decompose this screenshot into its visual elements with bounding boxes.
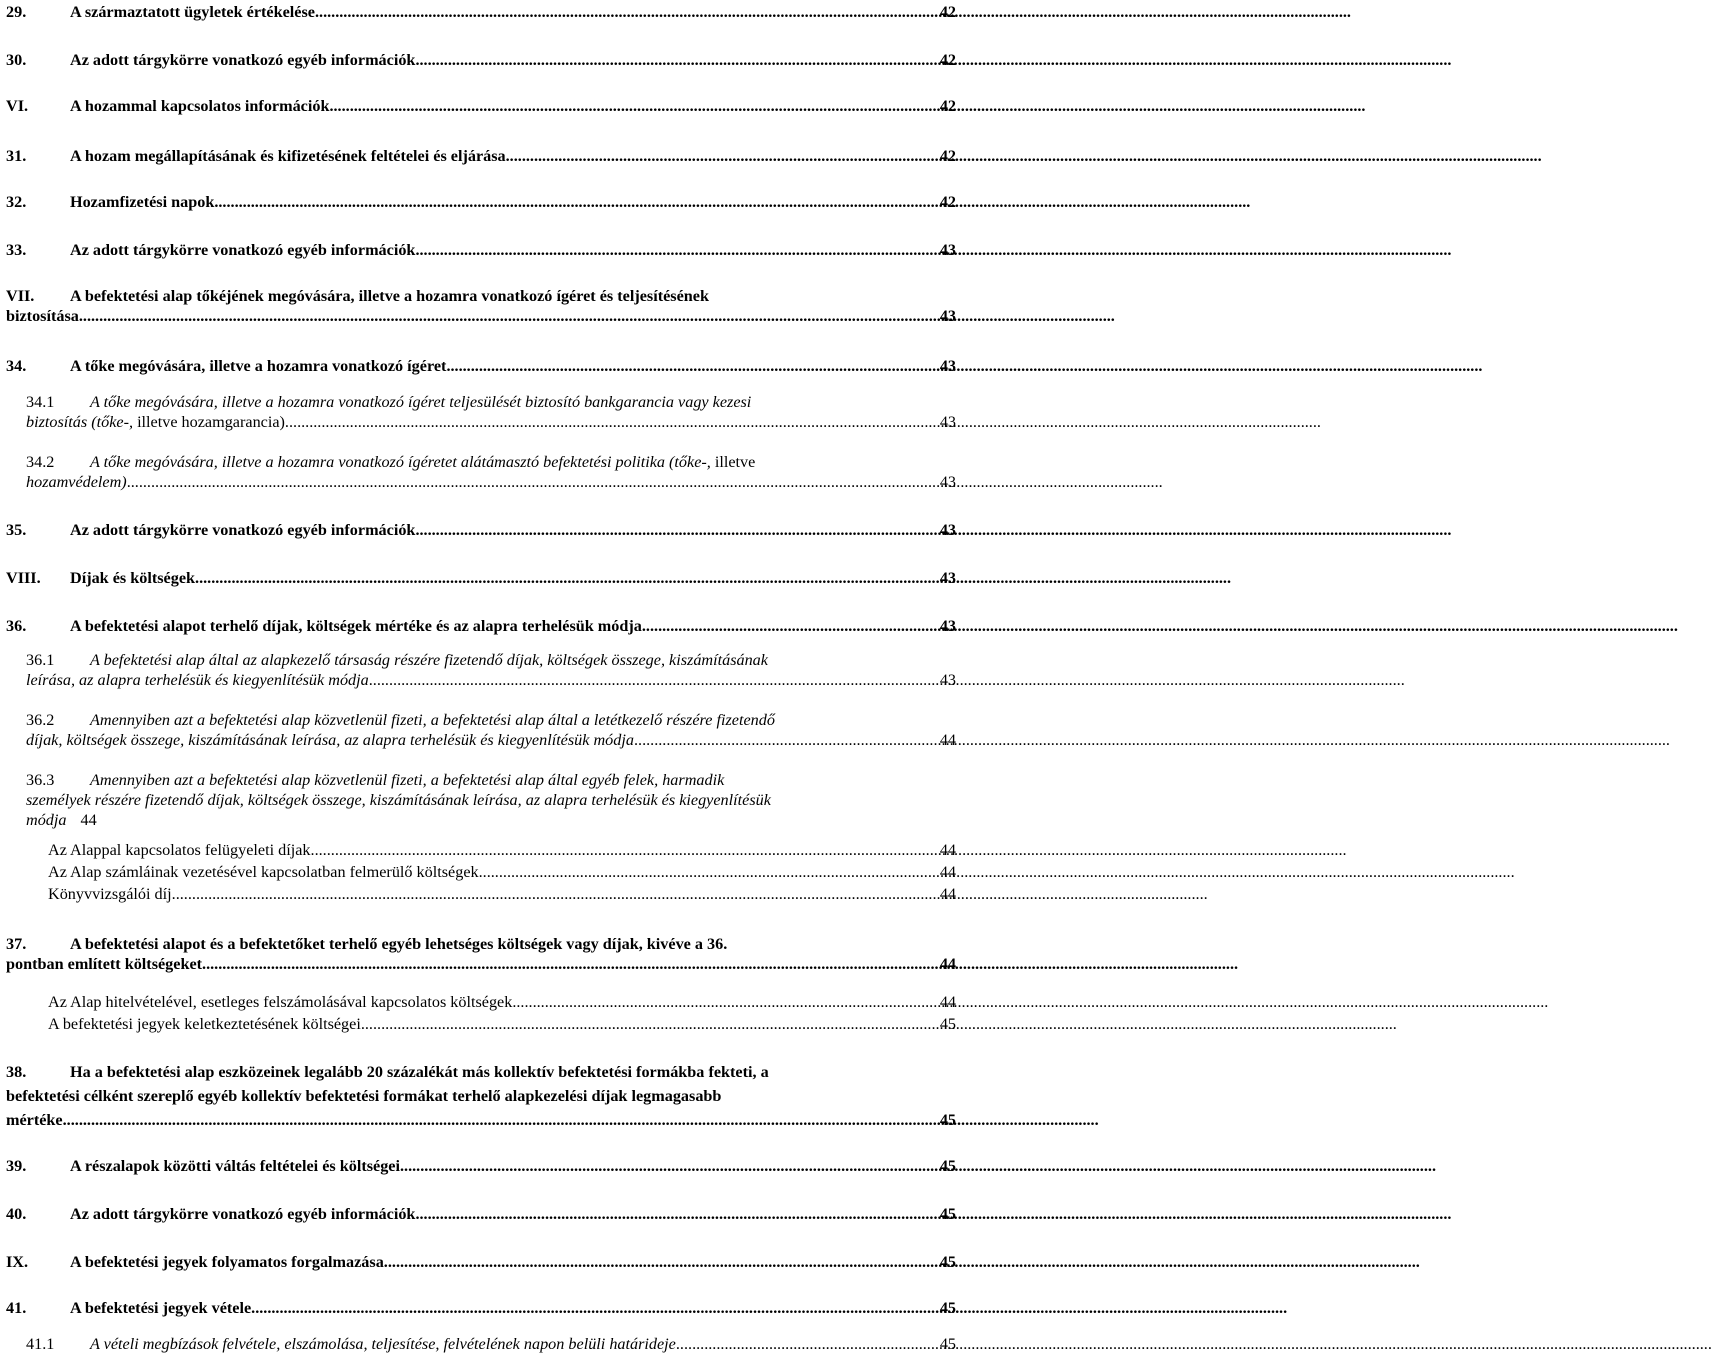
entry-title: Az Alappal kapcsolatos felügyeleti díjak: [48, 841, 311, 859]
entry-title: A befektetési jegyek folyamatos forgalmazása: [70, 1253, 384, 1271]
page-number: 45: [939, 1111, 956, 1129]
entry-number: 38.: [6, 1063, 27, 1081]
page-number: 45: [939, 1205, 956, 1223]
dot-leader: [79, 306, 939, 326]
entry-number: 36.2: [26, 711, 55, 729]
page-number: 43: [939, 521, 956, 539]
entry-title: A hozam megállapításának és kifizetésének feltételei és eljárása: [70, 147, 506, 165]
entry-title-line3: mértéke: [6, 1111, 63, 1129]
page-number: 45: [939, 1157, 956, 1175]
entry-number: 36.3: [26, 771, 55, 789]
dot-leader: [195, 568, 939, 588]
toc-entry[interactable]: [48, 992, 956, 1012]
toc-entry[interactable]: [6, 50, 956, 70]
entry-number: 32.: [6, 193, 27, 211]
toc-entry[interactable]: [6, 1204, 956, 1224]
entry-title: A hozammal kapcsolatos információk: [70, 97, 330, 115]
entry-number: 34.1: [26, 393, 55, 411]
toc-entry[interactable]: [6, 392, 956, 432]
entry-title-line1: illetve: [710, 453, 756, 471]
entry-title: Az adott tárgykörre vonatkozó egyéb információk: [70, 1205, 416, 1223]
entry-title: Az Alap hitelvételével, esetleges felszámolásával kapcsolatos költségek: [48, 993, 513, 1011]
entry-title-line1-italic: A tőke megóvására, illetve a hozamra vonatkozó ígéretet alátámasztó befektetési politika (tőke-,: [90, 453, 711, 471]
toc-entry[interactable]: [6, 1156, 956, 1176]
entry-number: 31.: [6, 147, 27, 165]
entry-title-line2: leírása, az alapra terhelésük és kiegyenlítésük módja: [26, 671, 369, 689]
entry-number: 35.: [6, 521, 27, 539]
entry-number: 33.: [6, 241, 27, 259]
page-number: 44: [939, 955, 956, 973]
page-number: 43: [939, 413, 956, 431]
toc-entry[interactable]: [48, 840, 956, 860]
toc-entry[interactable]: [6, 710, 956, 750]
dot-leader: [415, 520, 938, 540]
entry-number: 41.1: [26, 1335, 55, 1353]
entry-title-line2: személyek részére fizetendő díjak, költségek összege, kiszámításának leírása, az alapra terhelésük és kiegyenlítésük: [26, 791, 771, 809]
toc-entry[interactable]: [6, 650, 956, 690]
entry-title-line1: A tőke megóvására, illetve a hozamra vonatkozó ígéret teljesülését biztosító bankgarancia vagy kezesi: [90, 393, 752, 411]
page-number: 45: [939, 1299, 956, 1317]
dot-leader: [415, 1204, 938, 1224]
page-number: 44: [939, 885, 956, 903]
toc-entry[interactable]: [6, 96, 956, 116]
toc-entry[interactable]: [6, 192, 956, 212]
dot-leader: [214, 192, 938, 212]
entry-title: Az adott tárgykörre vonatkozó egyéb információk: [70, 241, 416, 259]
page-number: 44: [939, 993, 956, 1011]
page-number: 43: [939, 617, 956, 635]
page-number: 42: [939, 3, 956, 21]
entry-title: A vételi megbízások felvétele, elszámolása, teljesítése, felvételének napon belüli határideje: [90, 1335, 676, 1353]
page-number: 42: [939, 51, 956, 69]
entry-title: A részalapok közötti váltás feltételei és költségei: [70, 1157, 400, 1175]
entry-number: 36.1: [26, 651, 55, 669]
entry-number: VII.: [6, 287, 35, 305]
entry-title: Díjak és költségek: [70, 569, 196, 587]
page-number: 43: [939, 569, 956, 587]
entry-number: 37.: [6, 935, 27, 953]
toc-entry[interactable]: [48, 862, 956, 882]
dot-leader: [506, 146, 939, 166]
entry-title: Könyvvizsgálói díj: [48, 885, 172, 903]
dot-leader: [329, 96, 938, 116]
dot-leader: [127, 472, 939, 492]
entry-title-line2: pontban említett költségeket: [6, 955, 203, 973]
toc-entry[interactable]: [6, 286, 956, 326]
entry-title-line1: Amennyiben azt a befektetési alap közvetlenül fizeti, a befektetési alap által a letétkezelő részére fizetendő: [90, 711, 775, 729]
entry-title-line1: Amennyiben azt a befektetési alap közvetlenül fizeti, a befektetési alap által egyéb felek, harmadik: [90, 771, 725, 789]
entry-number: VI.: [6, 97, 29, 115]
entry-number: 40.: [6, 1205, 27, 1223]
entry-number: 34.2: [26, 453, 55, 471]
toc-entry[interactable]: [6, 1062, 956, 1130]
entry-title-line3: módja: [26, 811, 67, 829]
page-number: 44: [939, 863, 956, 881]
toc-entry[interactable]: [6, 146, 956, 166]
entry-title: A befektetési jegyek keletkeztetésének költségei: [48, 1015, 361, 1033]
toc-entry[interactable]: [6, 934, 956, 974]
toc-entry[interactable]: [48, 1014, 956, 1034]
toc-entry[interactable]: [48, 884, 956, 904]
entry-title: Az adott tárgykörre vonatkozó egyéb információk: [70, 521, 416, 539]
toc-entry[interactable]: [6, 240, 956, 260]
toc-entry[interactable]: [6, 2, 956, 22]
toc-entry[interactable]: [6, 356, 956, 376]
entry-number: 34.: [6, 357, 27, 375]
dot-leader: [315, 2, 939, 22]
dot-leader: [415, 50, 938, 70]
dot-leader: [676, 1334, 939, 1354]
entry-number: IX.: [6, 1253, 29, 1271]
page-number: 42: [939, 97, 956, 115]
entry-number: 41.: [6, 1299, 27, 1317]
entry-number: 36.: [6, 617, 27, 635]
page-number: 45: [939, 1015, 956, 1033]
dot-leader: [63, 1110, 939, 1130]
entry-title: A befektetési alapot terhelő díjak, költségek mértéke és az alapra terhelésük módja: [70, 617, 642, 635]
dot-leader: [446, 356, 938, 376]
page-number: 43: [939, 473, 956, 491]
entry-title-line2: biztosítása: [6, 307, 79, 325]
entry-title: A tőke megóvására, illetve a hozamra vonatkozó ígéret: [70, 357, 447, 375]
entry-title: A befektetési jegyek vétele: [70, 1299, 252, 1317]
dot-leader: [384, 1252, 939, 1272]
page-number: 42: [939, 193, 956, 211]
dot-leader: [642, 616, 939, 636]
entry-title-line1: A befektetési alap által az alapkezelő társaság részére fizetendő díjak, költségek összege, kiszámításának: [90, 651, 768, 669]
entry-number: 30.: [6, 51, 27, 69]
entry-number: 29.: [6, 3, 27, 21]
toc-entry[interactable]: [6, 770, 956, 830]
entry-title: Az adott tárgykörre vonatkozó egyéb információk: [70, 51, 416, 69]
entry-title-line2: befektetési célként szereplő egyéb kollektív befektetési formákat terhelő alapkezelési díjak legmagasabb: [6, 1087, 722, 1105]
entry-title: A származtatott ügyletek értékelése: [70, 3, 315, 21]
entry-number: 39.: [6, 1157, 27, 1175]
toc-entry[interactable]: [6, 616, 956, 636]
dot-leader: [172, 884, 939, 904]
page-number: 43: [939, 241, 956, 259]
page-number: 43: [939, 307, 956, 325]
dot-leader: [361, 1014, 939, 1034]
dot-leader: [251, 1298, 939, 1318]
entry-title-line2: illetve hozamgarancia): [133, 413, 285, 431]
page-number: 43: [939, 357, 956, 375]
page-number: 44: [939, 731, 956, 749]
page-number: 43: [939, 671, 956, 689]
page-number: 44: [939, 841, 956, 859]
dot-leader: [400, 1156, 939, 1176]
entry-title-line2: díjak, költségek összege, kiszámításának leírása, az alapra terhelésük és kiegyenlítésük módja: [26, 731, 634, 749]
entry-title-line1: Ha a befektetési alap eszközeinek legalább 20 százalékát más kollektív befektetési formákba fekteti, a: [70, 1063, 769, 1081]
page-number: 42: [939, 147, 956, 165]
page-number: 45: [939, 1253, 956, 1271]
entry-title-line2: hozamvédelem): [26, 473, 127, 491]
dot-leader: [369, 670, 939, 690]
page-number: 45: [939, 1335, 956, 1353]
entry-title-line1: A befektetési alapot és a befektetőket terhelő egyéb lehetséges költségek vagy díjak, kivéve a 36.: [70, 935, 728, 953]
toc-entry[interactable]: [6, 520, 956, 540]
dot-leader: [202, 954, 939, 974]
entry-number: VIII.: [6, 569, 41, 587]
toc-entry[interactable]: [6, 1252, 956, 1272]
toc-entry[interactable]: [6, 1334, 956, 1354]
dot-leader: [311, 840, 939, 860]
toc-entry[interactable]: [6, 452, 956, 492]
entry-title: Az Alap számláinak vezetésével kapcsolatban felmerülő költségek: [48, 863, 479, 881]
toc-entry[interactable]: [6, 568, 956, 588]
toc-entry[interactable]: [6, 1298, 956, 1318]
dot-leader: [285, 412, 939, 432]
entry-title-line2-italic: biztosítás (tőke-,: [26, 413, 134, 431]
dot-leader: [415, 240, 938, 260]
dot-leader: [479, 862, 939, 882]
dot-leader: [512, 992, 938, 1012]
dot-leader: [634, 730, 939, 750]
page-number: 44: [80, 811, 97, 829]
entry-title-line1: A befektetési alap tőkéjének megóvására, illetve a hozamra vonatkozó ígéret és teljesítésének: [70, 287, 709, 305]
entry-title: Hozamfizetési napok: [70, 193, 215, 211]
